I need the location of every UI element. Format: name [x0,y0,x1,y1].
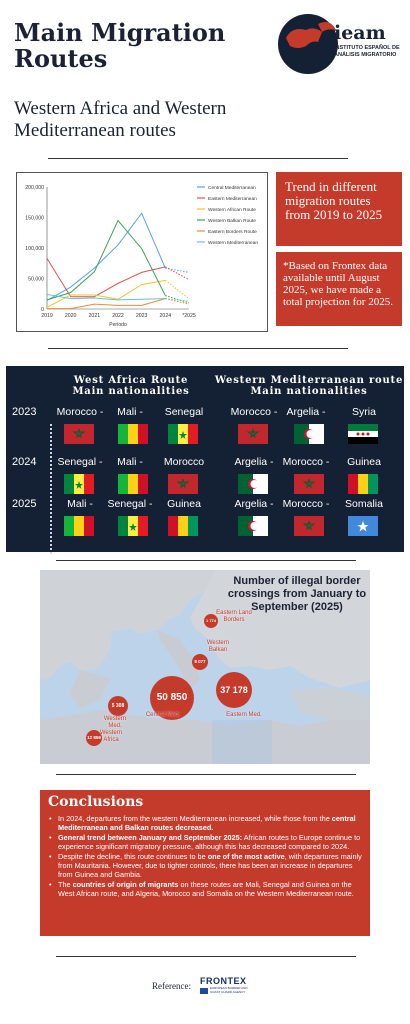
west-med-country: Syria [352,406,376,418]
logo-name: ieam [334,22,386,44]
west-med-country: Argelia - [234,456,274,468]
logo-sub-line-2: ANÁLISIS MIGRATORIO [334,52,397,58]
ieam-logo [278,8,402,78]
west-africa-country: Morocco [163,456,205,468]
legend-label: Eastern Borders Route [208,230,257,235]
conclusion-highlight: central Mediterranean and Balkan routes decreased. [58,814,356,832]
morocco-flag-icon [168,474,198,494]
y-tick-label: 0 [41,307,44,313]
map-route-label: Eastern Land Borders [216,610,252,623]
x-tick-label: 2019 [41,313,53,319]
divider [56,774,356,775]
west-med-title: Western Mediterranean route [214,375,404,386]
map-bubble: 1 774 [204,614,218,628]
y-tick-label: 100,000 [25,246,44,252]
west-africa-country: Senegal - [107,498,153,510]
west-med-country: Argelia - [286,406,326,418]
legend-label: Western Mediterranean [208,241,259,246]
west-africa-country: Morocco - [56,406,104,418]
x-tick-label: 2023 [135,313,148,319]
morocco-flag-icon [294,474,324,494]
somalia-flag-icon [348,516,378,536]
conclusion-text: African routes to Europe continue to experience significant migratory pressure, although this has decreased compared to 2024. [58,833,361,851]
morocco-flag-icon [238,424,268,444]
conclusions-title: Conclusions [48,794,144,810]
conclusions-panel [40,790,370,936]
west-med-country: Morocco - [230,406,278,418]
map-bubble: 12 859 [86,730,102,746]
page-title [14,20,274,72]
conclusion-item [48,814,362,832]
mali-flag-icon [118,424,148,444]
conclusion-item [48,833,362,851]
y-tick-label: 200,000 [25,185,44,191]
x-axis-label: Período [109,322,127,328]
senegal-flag-icon [168,424,198,444]
west-africa-heading [46,375,216,397]
map-route-label: Western Africa [99,730,123,743]
legend-label: Central Mediterranean [208,186,256,191]
west-med-country: Somalia [345,498,383,510]
eu-flag-icon [200,988,208,994]
legend-label: Eastern Mediterranean [208,197,257,202]
europe-map [40,570,370,764]
west-med-country: Guinea [347,456,381,468]
x-tick-label: 2020 [64,313,77,319]
morocco-flag-icon [294,516,324,536]
title-line-2: Routes [14,44,108,73]
frontex-name: FRONTEX [200,976,247,986]
map-bubble: 50 850 [150,676,194,720]
y-tick-label: 150,000 [25,215,44,222]
nationalities-panel [6,366,404,552]
divider [48,348,348,349]
year-label: 2024 [12,456,37,468]
x-tick-label: *2025 [182,313,196,319]
west-med-subtitle: Main nationalities [250,386,368,397]
subtitle-line-1: Western Africa and Western [14,98,227,119]
year-label: 2025 [12,498,37,510]
conclusion-text: on these routes are Mali, Senegal and Guinea on the West African route, and Algeria, Morocco and Somalia on the Western Mediterranean route. [58,880,354,898]
x-tick-label: 2024 [159,313,172,319]
mali-flag-icon [64,516,94,536]
frontex-logo [200,976,260,1000]
line-chart-panel [16,172,268,332]
series-line-1 [47,258,165,296]
west-med-country: Morocco - [282,456,330,468]
mali-flag-icon [118,474,148,494]
trend-box: Trend in different migration routes from 2019 to 2025 [276,172,402,246]
map-bubble: 8 077 [192,654,208,670]
conclusions-list [48,814,362,898]
map-route-label: Eastern Med. [226,712,262,718]
y-tick-label: 50,000 [28,276,44,283]
map-bubble: 37 178 [216,672,252,708]
reference-label: Reference: [152,981,191,991]
map-bubble: 5 308 [108,696,128,716]
west-africa-subtitle: Main nationalities [72,386,190,397]
west-africa-country: Mali - [67,498,93,510]
frontex-subtitle: EUROPEAN BORDER AND COAST GUARD AGENCY [210,986,248,994]
line-chart [17,173,267,331]
west-africa-country: Senegal - [57,456,103,468]
syria-flag-icon [348,424,378,444]
x-tick-label: 2021 [88,313,101,319]
conclusion-text: In 2024, departures from the western Mediterranean increased, while those from the [58,814,332,823]
x-tick-label: 2022 [112,313,124,319]
legend-label: Western African Route [208,208,256,213]
algeria-flag-icon [294,424,324,444]
ieam-logo-emblem [278,8,338,78]
projection-note-box: *Based on Frontex data available until August 2025, we have made a total projection for 2025. [276,252,402,326]
section-subtitle [14,98,314,142]
divider [56,560,356,561]
algeria-flag-icon [238,474,268,494]
logo-subtitle [334,45,400,59]
map-route-label: Central Med. [145,712,181,718]
series-line-4 [47,299,165,309]
west-africa-title: West Africa Route [73,375,189,386]
conclusion-item [48,880,362,898]
map-route-label: Western Balkan [206,640,230,653]
legend-label: Western Balkan Route [208,219,256,224]
series-projection-1 [165,267,189,280]
west-africa-country: Senegal [164,406,204,418]
year-label: 2023 [12,406,37,418]
west-africa-country: Mali - [117,456,143,468]
west-med-country: Morocco - [282,498,330,510]
map-route-label: Western Med. [103,716,127,729]
subtitle-line-2: Mediterranean routes [14,120,176,141]
senegal-flag-icon [118,516,148,536]
conclusion-text: The [58,880,73,889]
senegal-flag-icon [64,474,94,494]
west-med-heading [214,375,404,397]
west-med-country: Argelia - [234,498,274,510]
conclusion-highlight: countries of origin of migrants [72,880,179,889]
divider [56,956,356,957]
logo-sub-line-1: INSTITUTO ESPAÑOL DE [334,45,400,51]
conclusion-item [48,852,362,879]
divider [48,158,348,159]
conclusion-text: , with departures mainly from Mauritania. However, due to tighter controls, there has been an increase in departures from Guinea and Gambia. [58,852,362,879]
morocco-flag-icon [64,424,94,444]
conclusion-highlight: one of the most active [207,852,285,861]
guinea-flag-icon [348,474,378,494]
timeline-dots [50,424,52,554]
west-africa-country: Guinea [167,498,201,510]
map-title: Number of illegal border crossings from January to September (2025) [227,575,367,613]
conclusion-highlight: General trend between January and September 2025: [58,833,243,842]
guinea-flag-icon [168,516,198,536]
conclusion-text: Despite the decline, this route continues to be [58,852,208,861]
algeria-flag-icon [238,516,268,536]
title-line-1: Main Migration [14,18,226,47]
west-africa-country: Mali - [117,406,143,418]
series-projection-2 [165,280,189,298]
